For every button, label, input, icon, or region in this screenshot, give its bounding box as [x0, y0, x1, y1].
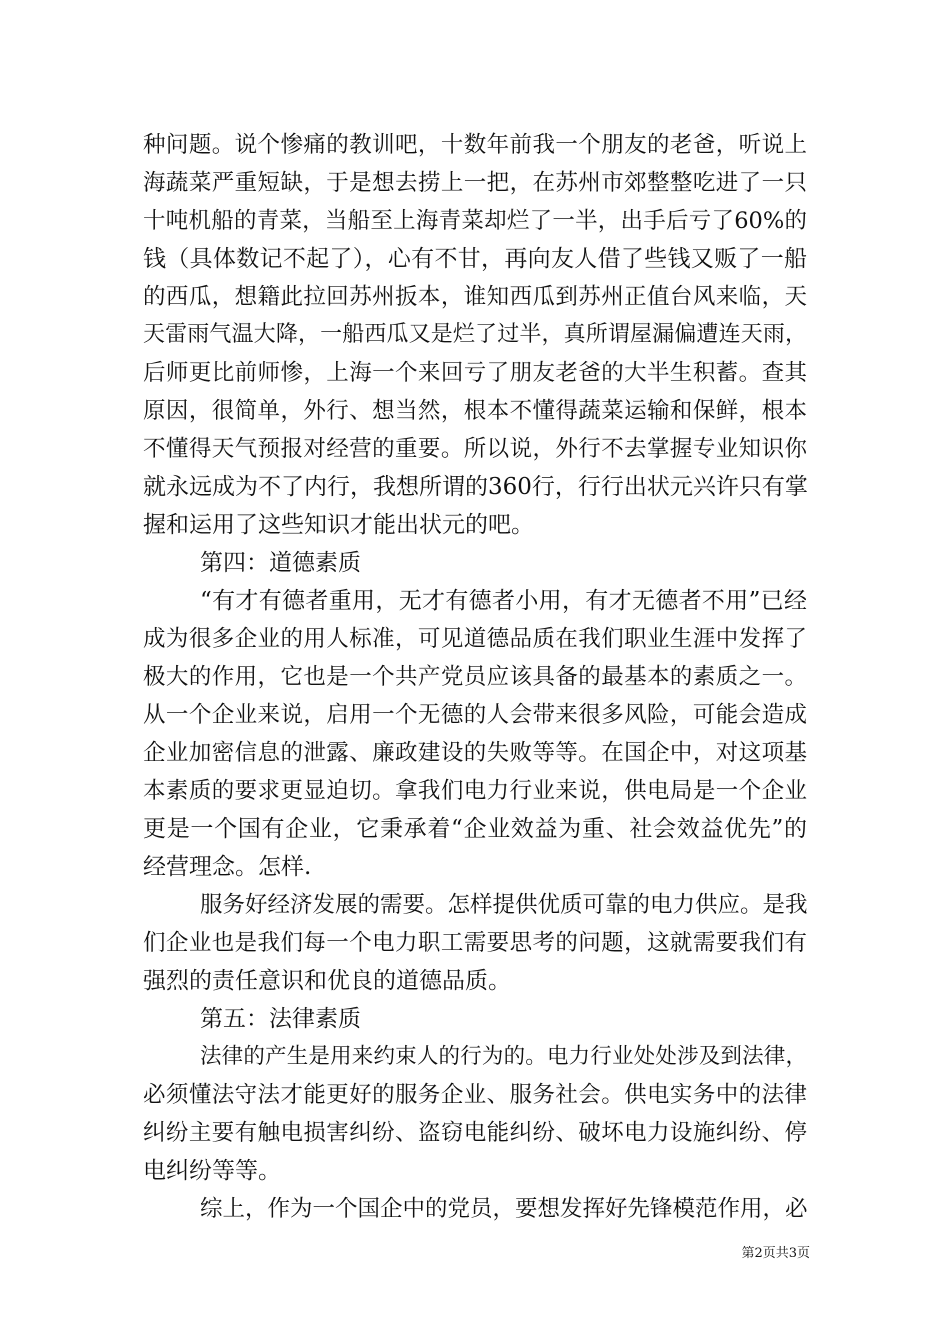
body-line: 种问题。说个惨痛的教训吧，十数年前我一个朋友的老爸，听说上 — [143, 132, 807, 158]
body-line: 海蔬菜严重短缺，于是想去捞上一把，在苏州市郊整整吃进了一只 — [143, 170, 807, 196]
body-line: 就永远成为不了内行，我想所谓的360行，行行出状元兴许只有掌 — [143, 474, 808, 500]
body-line: 的西瓜，想籍此拉回苏州扳本，谁知西瓜到苏州正值台风来临，天 — [143, 284, 807, 310]
body-line: 经营理念。怎样. — [143, 854, 312, 880]
body-line: 十吨机船的青菜，当船至上海青菜却烂了一半，出手后亏了60%的 — [143, 208, 807, 234]
body-line: 更是一个国有企业，它秉承着“企业效益为重、社会效益优先”的 — [143, 816, 807, 842]
body-line: 本素质的要求更显迫切。拿我们电力行业来说，供电局是一个企业 — [143, 778, 807, 804]
body-line: 电纠纷等等。 — [143, 1158, 281, 1184]
body-line: 从一个企业来说，启用一个无德的人会带来很多风险，可能会造成 — [143, 702, 807, 728]
body-line: 天雷雨气温大降，一船西瓜又是烂了过半，真所谓屋漏偏遭连天雨， — [143, 322, 807, 347]
body-line: 极大的作用，它也是一个共产党员应该具备的最基本的素质之一。 — [143, 664, 807, 690]
paragraph-first-line: 综上，作为一个国企中的党员，要想发挥好先锋模范作用，必 — [200, 1196, 808, 1222]
body-line: 纠纷主要有触电损害纠纷、盗窃电能纠纷、破坏电力设施纠纷、停 — [143, 1120, 807, 1146]
body-line: 钱（具体数记不起了），心有不甘，再向友人借了些钱又贩了一船 — [143, 246, 807, 272]
page-number-footer: 第2页共3页 — [741, 1246, 810, 1261]
paragraph-first-line: 服务好经济发展的需要。怎样提供优质可靠的电力供应。是我 — [200, 892, 808, 918]
body-line: 必须懂法守法才能更好的服务企业、服务社会。供电实务中的法律 — [143, 1082, 807, 1108]
body-line: 们企业也是我们每一个电力职工需要思考的问题，这就需要我们有 — [143, 930, 807, 956]
body-line: 握和运用了这些知识才能出状元的吧。 — [143, 512, 534, 538]
body-line: 成为很多企业的用人标准，可见道德品质在我们职业生涯中发挥了 — [143, 626, 807, 652]
body-line: 原因，很简单，外行、想当然，根本不懂得蔬菜运输和保鲜，根本 — [143, 398, 807, 424]
section-heading-5: 第五：法律素质 — [200, 1006, 361, 1032]
paragraph-first-line: “有才有德者重用，无才有德者小用，有才无德者不用”已经 — [200, 588, 807, 614]
body-line: 企业加密信息的泄露、廉政建设的失败等等。在国企中，对这项基 — [143, 740, 807, 766]
body-line: 不懂得天气预报对经营的重要。所以说，外行不去掌握专业知识你 — [143, 436, 807, 462]
body-line: 后师更比前师惨，上海一个来回亏了朋友老爸的大半生积蓄。查其 — [143, 360, 807, 386]
body-line: 强烈的责任意识和优良的道德品质。 — [143, 968, 511, 994]
paragraph-first-line: 法律的产生是用来约束人的行为的。电力行业处处涉及到法律， — [200, 1044, 807, 1069]
section-heading-4: 第四：道德素质 — [200, 550, 361, 576]
